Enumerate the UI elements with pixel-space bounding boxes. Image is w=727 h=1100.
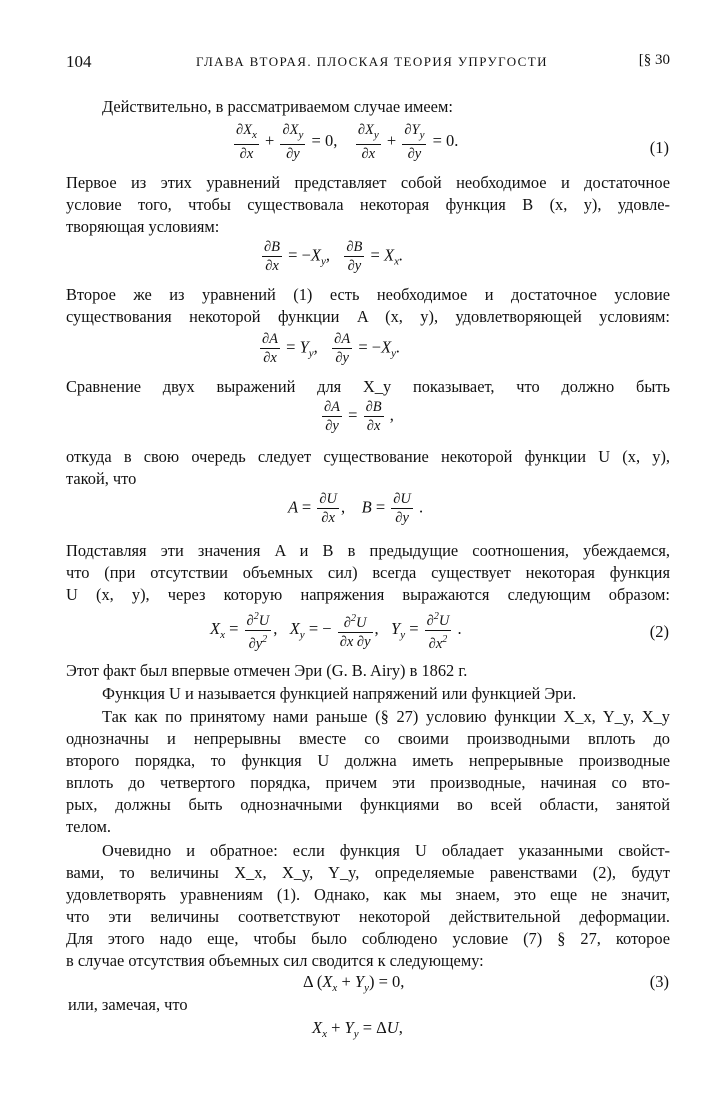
running-header (66, 52, 670, 74)
text-line: что эти величины соответствуют некоторой действительной деформации. (66, 907, 670, 926)
text-line: вплоть до четвертого порядка, причем эти производные, начиная со вто- (66, 773, 670, 792)
text-line: Второе же из уравнений (1) есть необходимое и достаточное условие (66, 285, 670, 304)
text-line: Функция U и называется функцией напряжений или функцией Эри. (102, 684, 577, 703)
text-line: творяющая условиям: (66, 217, 220, 236)
text-line: или, замечая, что (68, 995, 188, 1014)
text-line: телом. (66, 817, 111, 836)
text-line: Первое из этих уравнений представляет собой необходимое и достаточное (66, 173, 670, 192)
running-title: ГЛАВА ВТОРАЯ. ПЛОСКАЯ ТЕОРИЯ УПРУГОСТИ (196, 54, 548, 69)
text-line: откуда в свою очередь следует существование некоторой функции U (x, y), (66, 447, 670, 466)
text-line: Так как по принятому нами раньше (§ 27) условию функции X_x, Y_y, X_y (102, 707, 670, 726)
text-line: U (x, y), через которую напряжения выражаются следующим образом: (66, 585, 670, 604)
text-line: удовлетворять уравнениям (1). Однако, как мы знаем, это еще не значит, (66, 885, 670, 904)
equation-4: $X_x + Y_y = \Delta U$, (312, 1018, 403, 1040)
equation-A: $\frac{\partial A}{\partial x}$ = $Y_y$, $\frac{\partial A}{\partial y}$ = $-X_y$. (262, 331, 401, 366)
text-line: вами, то величины X_x, X_y, Y_y, определяемые равенствами (2), будут (66, 863, 670, 882)
equation-1: $\frac{\partial X_x}{\partial x}$ + $\frac{\partial X_y}{\partial y}$ = 0, $\frac{\partial X_y}{\partial x}$ + $\frac{\partial Y_y}{\partial y}$ = 0. (236, 122, 459, 162)
text-line: второго порядка, то функция U должна иметь непрерывные производные (66, 751, 670, 770)
equation-3: Δ $(X_x + Y_y) = 0$, (303, 972, 405, 994)
text-line: однозначны и непрерывны вместе со своими производными вплоть до (66, 729, 670, 748)
equation-U: A = $\frac{\partial U}{\partial x}$ , B = $\frac{\partial U}{\partial y}$ . (288, 491, 424, 526)
equation-number-3: (3) (649, 972, 669, 991)
text-line: существования некоторой функции A (x, y), удовлетворяющей условиям: (66, 307, 670, 326)
text-line: Для этого надо еще, чтобы было соблюдено условие (7) § 27, которое (66, 929, 670, 948)
text-line: что (при отсутствии объемных сил) всегда существует некоторая функция (66, 563, 670, 582)
equation-B: $\frac{\partial B}{\partial x}$ = $-X_y$, $\frac{\partial B}{\partial y}$ = $X_x$. (264, 239, 404, 274)
text-line: Действительно, в рассматриваемом случае имеем: (102, 97, 453, 116)
page-number: 104 (66, 52, 92, 71)
text-line: условие того, чтобы существовала некоторая функция B (x, y), удовле- (66, 195, 670, 214)
equation-AB: $\frac{\partial A}{\partial y}$ = $\frac{\partial B}{\partial x}$ , (324, 399, 394, 434)
text-line: рых, должны быть однозначными функциями во всей области, занятой (66, 795, 670, 814)
equation-number-2: (2) (649, 622, 669, 641)
equation-number-1: (1) (649, 138, 669, 157)
text-line: Очевидно и обратное: если функция U обладает указанными свойст- (102, 841, 670, 860)
text-line: такой, что (66, 469, 137, 488)
equation-2: $X_x$ = $\frac{\partial^2U}{\partial y^2}$ , $X_y$ = − $\frac{\partial^2U}{\partial x \partial y}$ , $Y_y$ = $\frac{\partial^2U}{\partial x^2}$ . (210, 608, 462, 653)
text-line: Этот факт был впервые отмечен Эри (G. B. Airy) в 1862 г. (66, 661, 468, 680)
text-line: Сравнение двух выражений для X_y показывает, что должно быть (66, 377, 670, 396)
section-marker: [§ 30 (638, 52, 670, 68)
text-line: Подставляя эти значения A и B в предыдущие соотношения, убеждаемся, (66, 541, 670, 560)
text-line: в случае отсутствия объемных сил сводится к следующему: (66, 951, 484, 970)
